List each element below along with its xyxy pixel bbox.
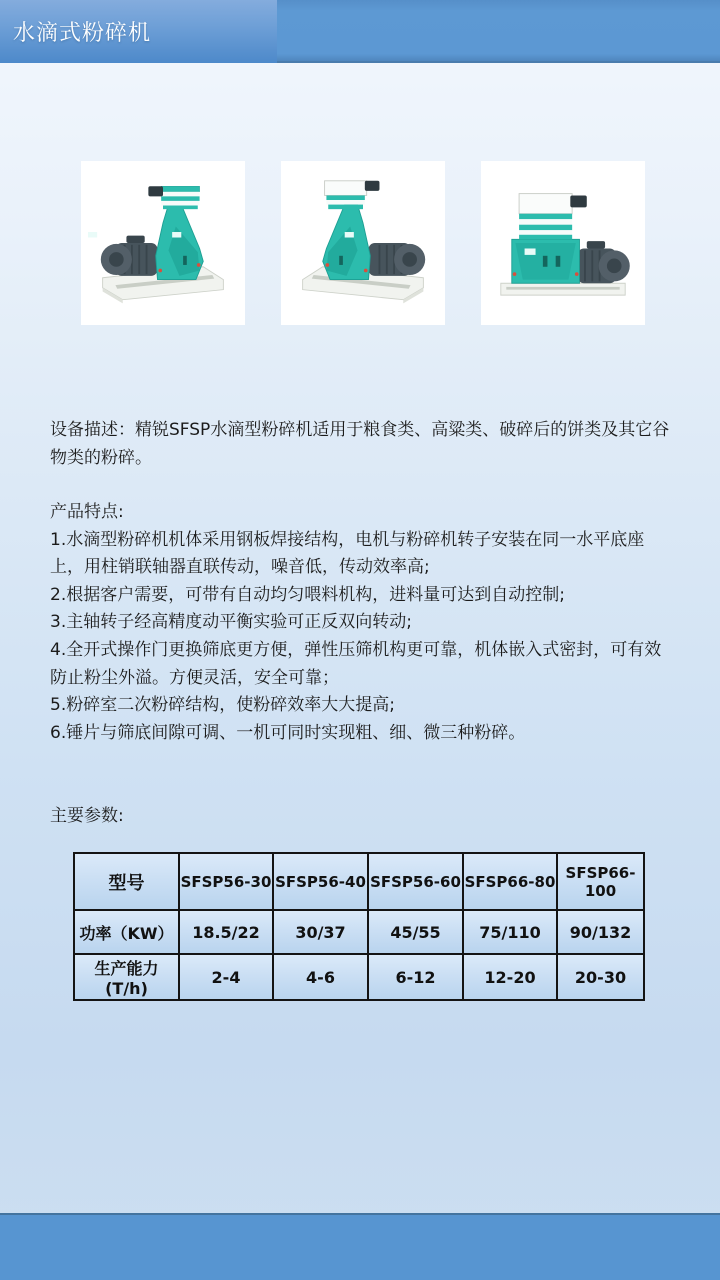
features-title: 产品特点:: [50, 502, 124, 522]
feature-item-6: 6.锤片与筛底间隙可调、一机可同时实现粗、细、微三种粉碎。: [50, 722, 526, 743]
description-text: 精锐SFSP水滴型粉碎机适用于粮食类、高粱类、破碎后的饼类及其它谷物类的粉碎。: [50, 420, 670, 468]
capacity-value-3: 6-12: [368, 954, 463, 1000]
table-header-sfsp66-80: SFSP66-80: [463, 853, 557, 910]
table-header-row: [74, 853, 644, 910]
page-title: 水滴式粉碎机: [13, 21, 152, 46]
machine-body: [323, 205, 371, 280]
table-header-model: 型号: [74, 853, 179, 910]
crusher-photo-right-view-icon: [288, 168, 438, 318]
description-label: 设备描述：: [50, 420, 135, 440]
table-header-sfsp56-40: SFSP56-40: [273, 853, 368, 910]
capacity-value-5: 20-30: [557, 954, 644, 1000]
crusher-photo-left-view-icon: [88, 168, 238, 318]
table-row-capacity: [74, 954, 644, 1000]
capacity-value-4: 12-20: [463, 954, 557, 1000]
device-description: [50, 417, 678, 472]
crusher-photo-front-view-icon: [488, 168, 638, 318]
machine-hopper: [148, 186, 199, 209]
product-image-card-1[interactable]: [81, 161, 245, 325]
features-section: [50, 499, 672, 747]
machine-hopper: [519, 194, 587, 240]
page-header: [0, 0, 720, 63]
machine-hopper: [325, 181, 380, 209]
power-value-5: 90/132: [557, 910, 644, 954]
table-header-sfsp56-60: SFSP56-60: [368, 853, 463, 910]
table-header-sfsp56-30: SFSP56-30: [179, 853, 273, 910]
page-footer: [0, 1213, 720, 1280]
machine-base: [501, 283, 625, 295]
row-label-capacity: 生产能力(T/h): [74, 954, 179, 1000]
feature-item-3: 3.主轴转子经高精度动平衡实验可正反双向转动;: [50, 612, 412, 633]
feature-item-1: 1.水滴型粉碎机机体采用钢板焊接结构，电机与粉碎机转子安装在同一水平底座上，用柱销联轴器直联传动，噪音低，传动效率高;: [50, 529, 645, 578]
parameters-title: 主要参数:: [50, 806, 124, 826]
machine-motor: [578, 241, 630, 283]
row-label-power: 功率（KW）: [74, 910, 179, 954]
capacity-value-1: 2-4: [179, 954, 273, 1000]
machine-body: [512, 239, 580, 283]
power-value-3: 45/55: [368, 910, 463, 954]
product-image-card-3[interactable]: [481, 161, 645, 325]
parameters-table: [73, 852, 645, 1001]
capacity-value-2: 4-6: [273, 954, 368, 1000]
power-value-4: 75/110: [463, 910, 557, 954]
table-row-power: [74, 910, 644, 954]
table-header-sfsp66-100: SFSP66-100: [557, 853, 644, 910]
machine-motor: [101, 236, 158, 276]
feature-item-4: 4.全开式操作门更换筛底更方便，弹性压筛机构更可靠，机体嵌入式密封，可有效防止粉尘外溢。方便灵活，安全可靠；: [50, 639, 662, 688]
feature-item-5: 5.粉碎室二次粉碎结构，使粉碎效率大大提高;: [50, 695, 395, 716]
header-tab[interactable]: [0, 0, 277, 63]
power-value-1: 18.5/22: [179, 910, 273, 954]
product-images-row: [81, 161, 645, 325]
feature-item-2: 2.根据客户需要，可带有自动均匀喂料机构，进料量可达到自动控制;: [50, 584, 565, 605]
power-value-2: 30/37: [273, 910, 368, 954]
product-image-card-2[interactable]: [281, 161, 445, 325]
machine-motor: [368, 243, 425, 276]
